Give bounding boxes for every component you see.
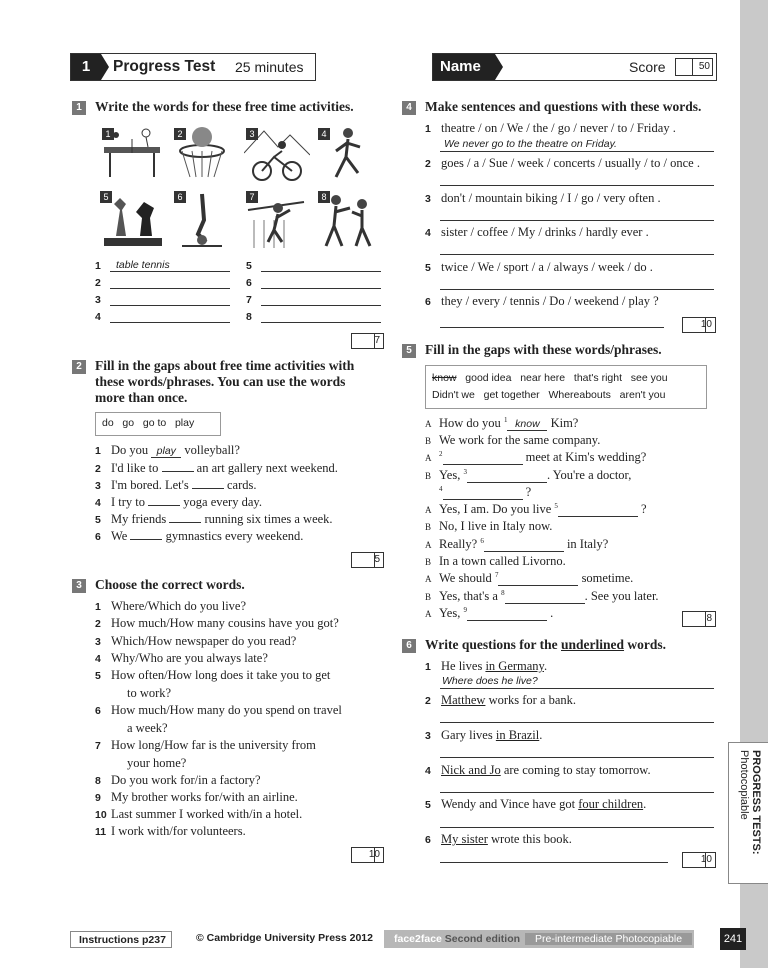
list-item: 4 sister / coffee / My / drinks / hardly ever . xyxy=(425,225,649,239)
list-item: 6 How much/How many do you spend on travel xyxy=(95,703,342,717)
exercise-3-title: Choose the correct words. xyxy=(95,577,245,592)
answer-line[interactable] xyxy=(440,220,714,221)
list-item: 3 xyxy=(95,294,101,306)
example-answer: We never go to the theatre on Friday. xyxy=(444,138,617,150)
dialogue-line: A $^2$ meet at Kim's wedding? xyxy=(425,450,647,465)
exercise-5-score[interactable]: 8 xyxy=(682,611,716,627)
picture-number: 8 xyxy=(318,191,330,203)
dialogue-line: A Really? $^6$ in Italy? xyxy=(425,537,609,552)
list-item: 1 xyxy=(95,260,101,272)
answer-line[interactable] xyxy=(440,862,668,863)
list-item: 3 don't / mountain biking / I / go / very often . xyxy=(425,191,661,205)
exercise-number: 4 xyxy=(402,101,416,115)
gap-field[interactable] xyxy=(558,504,638,517)
list-item: 6 they / every / tennis / Do / weekend / play ? xyxy=(425,294,659,308)
series-banner: face2face Second edition Pre-intermediate Photocopiable xyxy=(384,930,694,948)
gap-field[interactable] xyxy=(505,591,585,604)
score-field[interactable] xyxy=(675,58,713,76)
exercise-4-title: Make sentences and questions with these words. xyxy=(425,99,702,114)
list-item: 2 xyxy=(95,277,101,289)
gap-field[interactable]: know xyxy=(507,418,547,431)
list-item: 1 Do you play volleyball? xyxy=(95,443,240,457)
answer-line[interactable] xyxy=(440,289,714,290)
exercise-number: 6 xyxy=(402,639,416,653)
word-box: do go go to play xyxy=(95,412,221,436)
exercise-5-title: Fill in the gaps with these words/phrases. xyxy=(425,342,662,357)
gap-field[interactable] xyxy=(467,470,547,483)
answer-line[interactable] xyxy=(110,271,230,272)
answer-line[interactable] xyxy=(440,827,714,828)
copyright: © Cambridge University Press 2012 xyxy=(196,932,373,944)
dialogue-line: A We should $^7$ sometime. xyxy=(425,571,634,586)
list-item: 5 xyxy=(246,260,252,272)
list-item: 10 Last summer I worked with/in a hotel. xyxy=(95,807,303,821)
arrow-icon xyxy=(495,54,503,80)
answer-line[interactable] xyxy=(440,254,714,255)
gap-field[interactable] xyxy=(484,539,564,552)
answer-line[interactable] xyxy=(440,688,714,689)
list-item: to work? xyxy=(127,686,172,700)
list-item: 1 theatre / on / We / the / go / never / to / Friday . xyxy=(425,121,676,135)
name-label: Name xyxy=(433,54,495,80)
list-item: 5 My friends running six times a week. xyxy=(95,512,333,526)
list-item: 2 How much/How many cousins have you got? xyxy=(95,616,339,630)
dialogue-line: B No, I live in Italy now. xyxy=(425,519,553,533)
test-title: Progress Test xyxy=(113,58,216,75)
list-item: 4 Why/Who are you always late? xyxy=(95,651,268,665)
picture-number: 2 xyxy=(174,128,186,140)
test-number: 1 xyxy=(71,54,101,80)
answer-line[interactable] xyxy=(261,322,381,323)
list-item: 5 Wendy and Vince have got four children. xyxy=(425,797,647,811)
exercise-number: 3 xyxy=(72,579,86,593)
list-item: 4 Nick and Jo are coming to stay tomorrow. xyxy=(425,763,651,777)
exercise-1-score[interactable]: 7 xyxy=(351,333,384,349)
answer-line[interactable] xyxy=(261,305,381,306)
exercise-number: 5 xyxy=(402,344,416,358)
list-item: 1 He lives in Germany. xyxy=(425,659,548,673)
list-item: 4 xyxy=(95,311,101,323)
dialogue-line: A Yes, I am. Do you live $^5$ ? xyxy=(425,502,647,517)
picture-number: 1 xyxy=(102,128,114,140)
side-tab-label: PROGRESS TESTS: Photocopiable xyxy=(738,750,762,855)
picture-number: 6 xyxy=(174,191,186,203)
exercise-4-score[interactable]: 10 xyxy=(682,317,716,333)
list-item: 6 We gymnastics every weekend. xyxy=(95,529,304,543)
list-item: 6 My sister wrote this book. xyxy=(425,832,572,846)
answer-line[interactable] xyxy=(440,722,714,723)
exercise-number: 1 xyxy=(72,101,86,115)
exercise-3-score[interactable]: 10 xyxy=(351,847,384,863)
picture-number: 3 xyxy=(246,128,258,140)
picture-number: 4 xyxy=(318,128,330,140)
list-item: 6 xyxy=(246,277,252,289)
list-item: 1 Where/Which do you live? xyxy=(95,599,247,613)
answer-line[interactable] xyxy=(261,288,381,289)
list-item: 11 I work with/for volunteers. xyxy=(95,824,246,838)
dialogue-line: A How do you $^1$ know Kim? xyxy=(425,416,579,431)
page-number: 241 xyxy=(720,928,746,950)
answer-line[interactable] xyxy=(110,322,230,323)
answer-line[interactable] xyxy=(440,757,714,758)
exercise-2-score[interactable]: 5 xyxy=(351,552,384,568)
gap-field[interactable] xyxy=(467,608,547,621)
dialogue-line: B We work for the same company. xyxy=(425,433,601,447)
name-score-box xyxy=(432,53,717,81)
list-item: 5 How often/How long does it take you to get xyxy=(95,668,331,682)
list-item: 3 Gary lives in Brazil. xyxy=(425,728,543,742)
example-answer: table tennis xyxy=(116,259,170,271)
list-item: 8 xyxy=(246,311,252,323)
answer-line[interactable] xyxy=(110,305,230,306)
test-title-box xyxy=(70,53,316,81)
list-item: 3 Which/How newspaper do you read? xyxy=(95,634,297,648)
answer-line[interactable] xyxy=(440,185,714,186)
answer-line[interactable] xyxy=(440,327,664,328)
list-item: a week? xyxy=(127,721,168,735)
gap-field[interactable] xyxy=(443,487,523,500)
exercise-6-title: Write questions for the underlined words. xyxy=(425,637,667,652)
exercise-6-score[interactable]: 10 xyxy=(682,852,716,868)
score-max: 50 xyxy=(698,61,710,72)
dialogue-line: A Yes, $^9$ . xyxy=(425,606,554,621)
list-item: 7 xyxy=(246,294,252,306)
dialogue-line: B Yes, that's a $^8$ . See you later. xyxy=(425,589,659,604)
list-item: 7 How long/How far is the university from xyxy=(95,738,316,752)
exercise-number: 2 xyxy=(72,360,86,374)
answer-line[interactable] xyxy=(440,792,714,793)
test-duration: 25 minutes xyxy=(235,59,304,75)
list-item: your home? xyxy=(127,756,187,770)
exercise-1-title: Write the words for these free time activities. xyxy=(95,99,354,114)
gap-field[interactable] xyxy=(498,573,578,586)
dialogue-line: $^4$ ? xyxy=(439,485,532,500)
answer-line[interactable] xyxy=(261,271,381,272)
dialogue-line: B In a town called Livorno. xyxy=(425,554,566,568)
dialogue-line: B Yes, $^3$ . You're a doctor, xyxy=(425,468,632,483)
example-answer: Where does he live? xyxy=(442,675,538,687)
list-item: 2 Matthew works for a bank. xyxy=(425,693,577,707)
answer-line[interactable] xyxy=(440,151,714,152)
word-box: know good idea near here that's right see you Didn't we get together Whereabouts aren't you xyxy=(425,365,707,409)
list-item: 2 goes / a / Sue / week / concerts / usually / to / once . xyxy=(425,156,700,170)
list-item: 8 Do you work for/in a factory? xyxy=(95,773,261,787)
arrow-icon xyxy=(101,54,109,80)
picture-number: 7 xyxy=(246,191,258,203)
score-label: Score xyxy=(629,59,666,75)
list-item: 3 I'm bored. Let's cards. xyxy=(95,478,257,492)
list-item: 4 I try to yoga every day. xyxy=(95,495,262,509)
instructions-link[interactable]: Instructions p237 xyxy=(70,931,172,948)
gap-field[interactable] xyxy=(443,452,523,465)
picture-number: 5 xyxy=(100,191,112,203)
list-item: 5 twice / We / sport / a / always / week / do . xyxy=(425,260,653,274)
exercise-2-title: Fill in the gaps about free time activities with these words/phrases. You can use the words more than once. xyxy=(95,358,355,405)
list-item: 2 I'd like to an art gallery next weekend. xyxy=(95,461,338,475)
list-item: 9 My brother works for/with an airline. xyxy=(95,790,298,804)
answer-line[interactable] xyxy=(110,288,230,289)
